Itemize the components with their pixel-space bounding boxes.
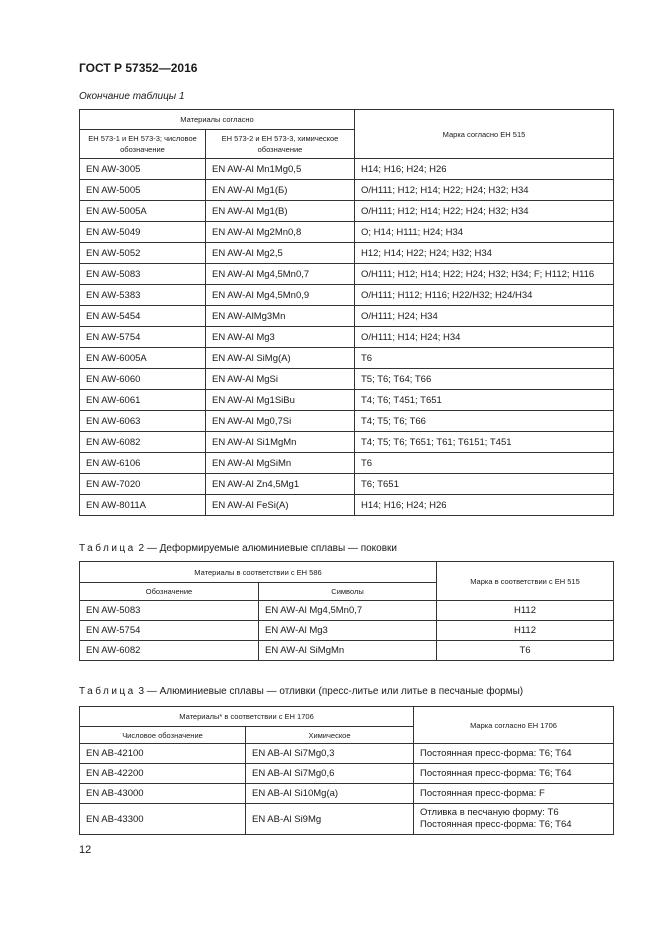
table3: [79, 706, 614, 835]
table-cell: H12; H14; H22; H24; H32; H34: [355, 243, 614, 264]
table-cell: Постоянная пресс-форма: F: [414, 784, 614, 804]
table3-group-header: Материалы* в соответствии с ЕН 1706: [80, 707, 414, 727]
table1: [79, 109, 614, 516]
table-row: [80, 264, 614, 285]
table2-col2-header: Символы: [259, 583, 437, 601]
table-cell: EN AW-5754: [80, 327, 206, 348]
table-cell: O/H111; H12; H14; H22; H24; H32; H34; F; H112; H116: [355, 264, 614, 285]
table-cell: EN AW-Al Mg3: [259, 621, 437, 641]
table-cell: T5; T6; T64; T66: [355, 369, 614, 390]
table-cell: T6; T651: [355, 474, 614, 495]
table-cell: EN AW-5049: [80, 222, 206, 243]
table-cell: EN AW-6061: [80, 390, 206, 411]
table-cell: EN AW-7020: [80, 474, 206, 495]
table-cell: H112: [437, 601, 614, 621]
table3-caption-word: Таблица: [79, 686, 136, 697]
table-cell: EN AW-5754: [80, 621, 259, 641]
table-row: [80, 159, 614, 180]
table-cell: EN AW-Al Mg2Mn0,8: [206, 222, 355, 243]
table-row: [80, 432, 614, 453]
table1-col1-header: ЕН 573-1 и ЕН 573-3; числовое обозначение: [80, 130, 206, 159]
table-cell: EN AW-Al Mg0,7Si: [206, 411, 355, 432]
table3-caption: [79, 686, 523, 697]
table-cell: EN AW-5005A: [80, 201, 206, 222]
table-cell: EN AW-Al Mg4,5Mn0,7: [259, 601, 437, 621]
table-cell: EN AW-Al Mg4,5Mn0,9: [206, 285, 355, 306]
table-cell: EN AW-Al Mg2,5: [206, 243, 355, 264]
table-cell: EN AW-8011A: [80, 495, 206, 516]
table-cell: EN AW-Al SiMgMn: [259, 641, 437, 661]
cell-line: Отливка в песчаную форму: T6: [420, 807, 559, 818]
table-row: [80, 348, 614, 369]
cell-line: Постоянная пресс-форма: T6; T64: [420, 819, 572, 830]
table-row: [80, 222, 614, 243]
table-cell: T6: [355, 453, 614, 474]
table-cell: EN AB-Al Si7Mg0,3: [246, 744, 414, 764]
table2-col3-header: Марка в соответствии с ЕН 515: [437, 562, 614, 601]
table2: [79, 561, 614, 661]
table-cell: Постоянная пресс-форма: T6; T64: [414, 744, 614, 764]
table1-col2-header: ЕН 573-2 и ЕН 573-3, химическое обозначение: [206, 130, 355, 159]
table-cell: EN AW-6106: [80, 453, 206, 474]
table-cell: EN AB-42100: [80, 744, 246, 764]
table-cell: EN AW-Al Mg1(Б): [206, 180, 355, 201]
table2-caption-word: Таблица: [79, 543, 136, 554]
table-cell: O/H111; H24; H34: [355, 306, 614, 327]
table-cell: EN AW-6063: [80, 411, 206, 432]
document-header: ГОСТ Р 57352—2016: [79, 61, 198, 75]
table-cell: [414, 804, 614, 835]
table1-col3-header: Марка согласно ЕН 515: [355, 110, 614, 159]
table-cell: O; H14; H111; H24; H34: [355, 222, 614, 243]
table-cell: EN AW-Al Mg3: [206, 327, 355, 348]
table-row: [80, 804, 614, 835]
table-cell: T4; T5; T6; T651; T61; T6151; T451: [355, 432, 614, 453]
table-cell: EN AB-Al Si10Mg(a): [246, 784, 414, 804]
table3-col3-header: Марка согласно ЕН 1706: [414, 707, 614, 744]
table-cell: O/H111; H12; H14; H22; H24; H32; H34: [355, 180, 614, 201]
table-cell: EN AW-Al Mn1Mg0,5: [206, 159, 355, 180]
table-cell: EN AW-5083: [80, 264, 206, 285]
table-cell: O/H111; H112; H116; H22/H32; H24/H34: [355, 285, 614, 306]
table3-caption-text: 3 — Алюминиевые сплавы — отливки (пресс-литье или литье в песчаные формы): [138, 686, 524, 697]
table-cell: T4; T6; T451; T651: [355, 390, 614, 411]
table-row: [80, 495, 614, 516]
table-cell: EN AW-Al SiMg(A): [206, 348, 355, 369]
table-cell: H14; H16; H24; H26: [355, 495, 614, 516]
table-cell: EN AW-6082: [80, 432, 206, 453]
table-cell: EN AW-Al MgSiMn: [206, 453, 355, 474]
table-cell: EN AB-43300: [80, 804, 246, 835]
table3-col1-header: Числовое обозначение: [80, 727, 246, 744]
table-cell: H112: [437, 621, 614, 641]
table2-col1-header: Обозначение: [80, 583, 259, 601]
table-cell: EN AW-6005A: [80, 348, 206, 369]
table-cell: EN AW-5083: [80, 601, 259, 621]
table-row: [80, 601, 614, 621]
table-cell: O/H111; H12; H14; H22; H24; H32; H34: [355, 201, 614, 222]
table-cell: EN AW-3005: [80, 159, 206, 180]
table-row: [80, 306, 614, 327]
table-row: [80, 621, 614, 641]
table-cell: EN AB-43000: [80, 784, 246, 804]
table-row: [80, 411, 614, 432]
table-cell: EN AW-6082: [80, 641, 259, 661]
table-cell: H14; H16; H24; H26: [355, 159, 614, 180]
table-row: [80, 744, 614, 764]
table1-caption: Окончание таблицы 1: [79, 91, 185, 102]
table2-caption-text: 2 — Деформируемые алюминиевые сплавы — поковки: [138, 543, 397, 554]
table2-caption: [79, 543, 397, 554]
table-row: [80, 369, 614, 390]
table-cell: EN AW-5005: [80, 180, 206, 201]
table-cell: EN AW-5454: [80, 306, 206, 327]
table-cell: EN AW-Al FeSi(A): [206, 495, 355, 516]
table-cell: EN AB-42200: [80, 764, 246, 784]
table-cell: EN AW-Al Mg1(B): [206, 201, 355, 222]
table-cell: Постоянная пресс-форма: T6; T64: [414, 764, 614, 784]
table-cell: EN AW-6060: [80, 369, 206, 390]
table-cell: EN AW-5383: [80, 285, 206, 306]
table-row: [80, 641, 614, 661]
table-row: [80, 327, 614, 348]
page-number: 12: [79, 844, 92, 856]
table-row: [80, 243, 614, 264]
table-row: [80, 285, 614, 306]
table-cell: EN AW-AlMg3Mn: [206, 306, 355, 327]
table-row: [80, 180, 614, 201]
table-cell: T6: [437, 641, 614, 661]
table-cell: EN AB-Al Si7Mg0,6: [246, 764, 414, 784]
table-row: [80, 474, 614, 495]
table-cell: EN AW-Al Si1MgMn: [206, 432, 355, 453]
table-row: [80, 390, 614, 411]
table-row: [80, 764, 614, 784]
table-cell: EN AW-Al MgSi: [206, 369, 355, 390]
table-cell: EN AW-Al Zn4,5Mg1: [206, 474, 355, 495]
table1-group-header: Материалы согласно: [80, 110, 355, 130]
table-row: [80, 201, 614, 222]
table-cell: EN AW-5052: [80, 243, 206, 264]
table2-group-header: Материалы в соответствии с ЕН 586: [80, 562, 437, 583]
table-row: [80, 784, 614, 804]
table-cell: O/H111; H14; H24; H34: [355, 327, 614, 348]
table-row: [80, 453, 614, 474]
table-cell: T6: [355, 348, 614, 369]
table-cell: EN AW-Al Mg4,5Mn0,7: [206, 264, 355, 285]
table-cell: EN AW-Al Mg1SiBu: [206, 390, 355, 411]
table-cell: T4; T5; T6; T66: [355, 411, 614, 432]
table3-col2-header: Химическое: [246, 727, 414, 744]
table-cell: EN AB-Al Si9Mg: [246, 804, 414, 835]
